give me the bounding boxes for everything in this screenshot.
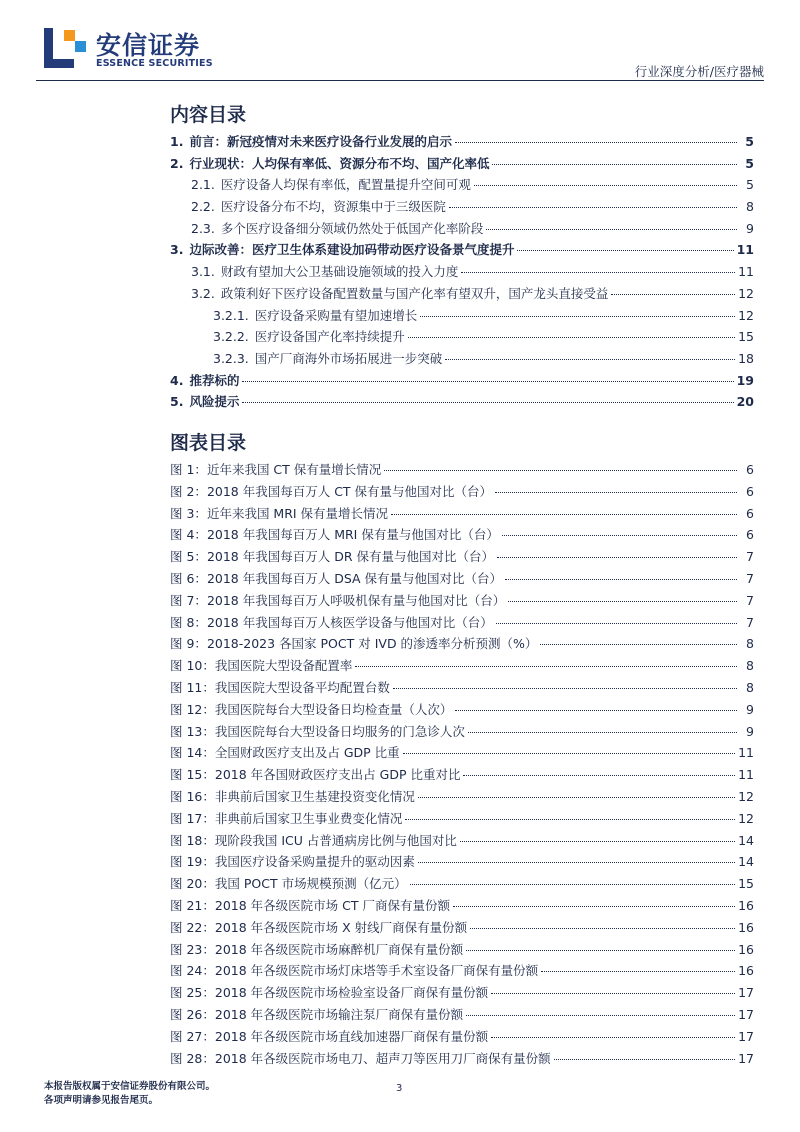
document-category: 行业深度分析/医疗器械 (634, 64, 764, 79)
toc-entry[interactable]: 3.2.3. 国产厂商海外市场拓展进一步突破 18 (213, 350, 754, 366)
toc-entry[interactable]: 3. 边际改善：医疗卫生体系建设加码带动医疗设备景气度提升 11 (170, 242, 754, 258)
figures-list-title: 图表目录 (170, 432, 247, 454)
toc-entry[interactable]: 3.2. 政策利好下医疗设备配置数量与国产化率有望双升，国产龙头直接受益 12 (191, 285, 754, 301)
figure-entry[interactable]: 图 9： 2018-2023 各国家 POCT 对 IVD 的渗透率分析预测（%） 8 (170, 636, 754, 652)
toc-entry[interactable]: 1. 前言：新冠疫情对未来医疗设备行业发展的启示 5 (170, 134, 754, 149)
toc-entry[interactable]: 2.1. 医疗设备人均保有率低，配置量提升空间可观 5 (191, 177, 754, 193)
figure-entry[interactable]: 图 17： 非典前后国家卫生事业费变化情况 12 (170, 810, 754, 826)
figure-entry[interactable]: 图 16： 非典前后国家卫生基建投资变化情况 12 (170, 788, 754, 804)
figure-entry[interactable]: 图 8： 2018 年我国每百万人核医学设备与他国对比（台） 7 (170, 614, 754, 630)
table-of-contents (170, 132, 754, 414)
figure-entry[interactable]: 图 28： 2018 年各级医院市场电刀、超声刀等医用刀厂商保有量份额 17 (170, 1050, 754, 1066)
toc-title: 内容目录 (170, 104, 247, 126)
logo-chinese-name: 安信证券 (96, 31, 201, 60)
toc-entry[interactable]: 3.2.2. 医疗设备国产化率持续提升 15 (213, 329, 754, 345)
toc-entry[interactable]: 3.1. 财政有望加大公卫基础设施领域的投入力度 11 (191, 264, 754, 280)
essence-logo-icon (44, 28, 86, 68)
figure-entry[interactable]: 图 22： 2018 年各级医院市场 X 射线厂商保有量份额 16 (170, 919, 754, 935)
figure-entry[interactable]: 图 27： 2018 年各级医院市场直线加速器厂商保有量份额 17 (170, 1028, 754, 1044)
figure-entry[interactable]: 图 12： 我国医院每台大型设备日均检查量（人次） 9 (170, 701, 754, 717)
disclaimer-line: 各项声明请参见报告尾页。 (44, 1095, 159, 1106)
figure-entry[interactable]: 图 5： 2018 年我国每百万人 DR 保有量与他国对比（台） 7 (170, 549, 754, 565)
figure-entry[interactable]: 图 23： 2018 年各级医院市场麻醉机厂商保有量份额 16 (170, 941, 754, 957)
figure-entry[interactable]: 图 21： 2018 年各级医院市场 CT 厂商保有量份额 16 (170, 897, 754, 913)
logo-english-name: ESSENCE SECURITIES (96, 58, 213, 69)
figure-entry[interactable]: 图 24： 2018 年各级医院市场灯床塔等手术室设备厂商保有量份额 16 (170, 963, 754, 979)
toc-entry[interactable]: 4. 推荐标的 19 (170, 372, 754, 388)
figure-entry[interactable]: 图 3： 近年来我国 MRI 保有量增长情况 6 (170, 505, 754, 521)
copyright-line: 本报告版权属于安信证券股份有限公司。 (44, 1081, 216, 1092)
figure-entry[interactable]: 图 4： 2018 年我国每百万人 MRI 保有量与他国对比（台） 6 (170, 527, 754, 543)
figure-entry[interactable]: 图 1： 近年来我国 CT 保有量增长情况 6 (170, 462, 754, 477)
figure-entry[interactable]: 图 15： 2018 年各国财政医疗支出占 GDP 比重对比 11 (170, 767, 754, 783)
toc-entry[interactable]: 2.2. 医疗设备分布不均，资源集中于三级医院 8 (191, 199, 754, 215)
toc-entry[interactable]: 5. 风险提示 20 (170, 394, 754, 410)
list-of-figures (170, 460, 754, 1070)
toc-entry[interactable]: 2.3. 多个医疗设备细分领域仍然处于低国产化率阶段 9 (191, 220, 754, 236)
figure-entry[interactable]: 图 10： 我国医院大型设备配置率 8 (170, 658, 754, 674)
toc-entry[interactable]: 3.2.1. 医疗设备采购量有望加速增长 12 (213, 307, 754, 323)
header-divider (36, 80, 764, 81)
figure-entry[interactable]: 图 25： 2018 年各级医院市场检验室设备厂商保有量份额 17 (170, 985, 754, 1001)
figure-entry[interactable]: 图 26： 2018 年各级医院市场输注泵厂商保有量份额 17 (170, 1006, 754, 1022)
figure-entry[interactable]: 图 2： 2018 年我国每百万人 CT 保有量与他国对比（台） 6 (170, 483, 754, 499)
toc-entry[interactable]: 2. 行业现状：人均保有率低、资源分布不均、国产化率低 5 (170, 155, 754, 171)
page-header (0, 0, 800, 80)
figure-entry[interactable]: 图 11： 我国医院大型设备平均配置台数 8 (170, 679, 754, 695)
figure-entry[interactable]: 图 20： 我国 POCT 市场规模预测（亿元） 15 (170, 876, 754, 892)
figure-entry[interactable]: 图 7： 2018 年我国每百万人呼吸机保有量与他国对比（台） 7 (170, 592, 754, 608)
figure-entry[interactable]: 图 13： 我国医院每台大型设备日均服务的门急诊人次 9 (170, 723, 754, 739)
page-number: 3 (396, 1083, 403, 1094)
figure-entry[interactable]: 图 6： 2018 年我国每百万人 DSA 保有量与他国对比（台） 7 (170, 570, 754, 586)
copyright-notice (44, 1080, 215, 1108)
figure-entry[interactable]: 图 19： 我国医疗设备采购量提升的驱动因素 14 (170, 854, 754, 870)
figure-entry[interactable]: 图 14： 全国财政医疗支出及占 GDP 比重 11 (170, 745, 754, 761)
figure-entry[interactable]: 图 18： 现阶段我国 ICU 占普通病房比例与他国对比 14 (170, 832, 754, 848)
